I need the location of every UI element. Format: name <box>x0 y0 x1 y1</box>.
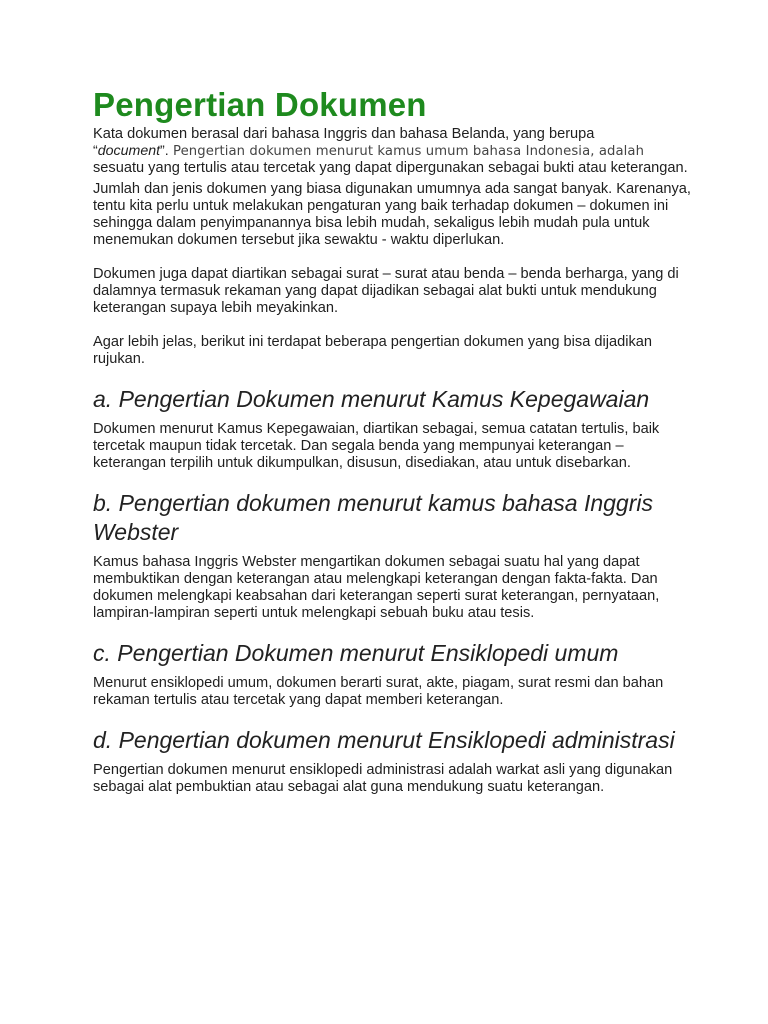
section-heading-d: d. Pengertian dokumen menurut Ensiklopedi administrasi <box>93 727 675 753</box>
section-heading-c: c. Pengertian Dokumen menurut Ensiklopedi umum <box>93 640 619 666</box>
intro-line-2 <box>93 143 693 160</box>
quoted-word: document <box>97 143 161 159</box>
quote-close: ”. <box>160 143 169 159</box>
quote-open: “ <box>93 143 98 159</box>
intro-line-2-rest: Pengertian dokumen menurut kamus umum bahasa Indonesia, adalah <box>168 144 645 159</box>
paragraph-jumlah: Jumlah dan jenis dokumen yang biasa digunakan umumnya ada sangat banyak. Karenanya, tentu kita perlu untuk melakukan pengaturan yang baik terhadap dokumen – dokumen ini sehingga dalam penyimpanannya bisa lebih mudah, sekaligus lebih mudah pula untuk menemukan dokumen tersebut jika sewaktu - waktu diperlukan. <box>93 181 691 248</box>
section-heading-a: a. Pengertian Dokumen menurut Kamus Kepegawaian <box>93 386 650 412</box>
section-body-a: Dokumen menurut Kamus Kepegawaian, diartikan sebagai, semua catatan tertulis, baik tercetak maupun tidak tercetak. Dan segala benda yang mempunyai keterangan – keterangan terpilih untuk dikumpulkan, disusun, disediakan, atau untuk disebarkan. <box>93 421 660 471</box>
document-page <box>93 84 693 796</box>
paragraph-dokumen-juga: Dokumen juga dapat diartikan sebagai surat – surat atau benda – benda berharga, yang di dalamnya termasuk rekaman yang dapat dijadikan sebagai alat bukti untuk mendukung keterangan supaya lebih meyakinkan. <box>93 266 679 316</box>
intro-line-1: Kata dokumen berasal dari bahasa Inggris dan bahasa Belanda, yang berupa <box>93 126 595 142</box>
page-title: Pengertian Dokumen <box>93 86 427 123</box>
section-body-b: Kamus bahasa Inggris Webster mengartikan dokumen sebagai suatu hal yang dapat membuktikan dengan keterangan atau melengkapi keterangan dengan fakta-fakta. Dan dokumen melengkapi keabsahan dari keterangan seperti surat keterangan, pernyataan, lampiran-lampiran seperti untuk melengkapi sebuah buku atau tesis. <box>93 554 660 621</box>
section-heading-b: b. Pengertian dokumen menurut kamus bahasa Inggris Webster <box>93 490 653 545</box>
section-body-c: Menurut ensiklopedi umum, dokumen berarti surat, akte, piagam, surat resmi dan bahan rekaman tertulis atau tercetak yang dapat memberi keterangan. <box>93 675 664 708</box>
intro-line-3: sesuatu yang tertulis atau tercetak yang dapat dipergunakan sebagai bukti atau keterangan. <box>93 160 688 176</box>
section-body-d: Pengertian dokumen menurut ensiklopedi administrasi adalah warkat asli yang digunakan sebagai alat pembuktian atau sebagai alat guna mendukung suatu keterangan. <box>93 762 673 795</box>
paragraph-agar-lebih-jelas: Agar lebih jelas, berikut ini terdapat beberapa pengertian dokumen yang bisa dijadikan rujukan. <box>93 334 652 367</box>
